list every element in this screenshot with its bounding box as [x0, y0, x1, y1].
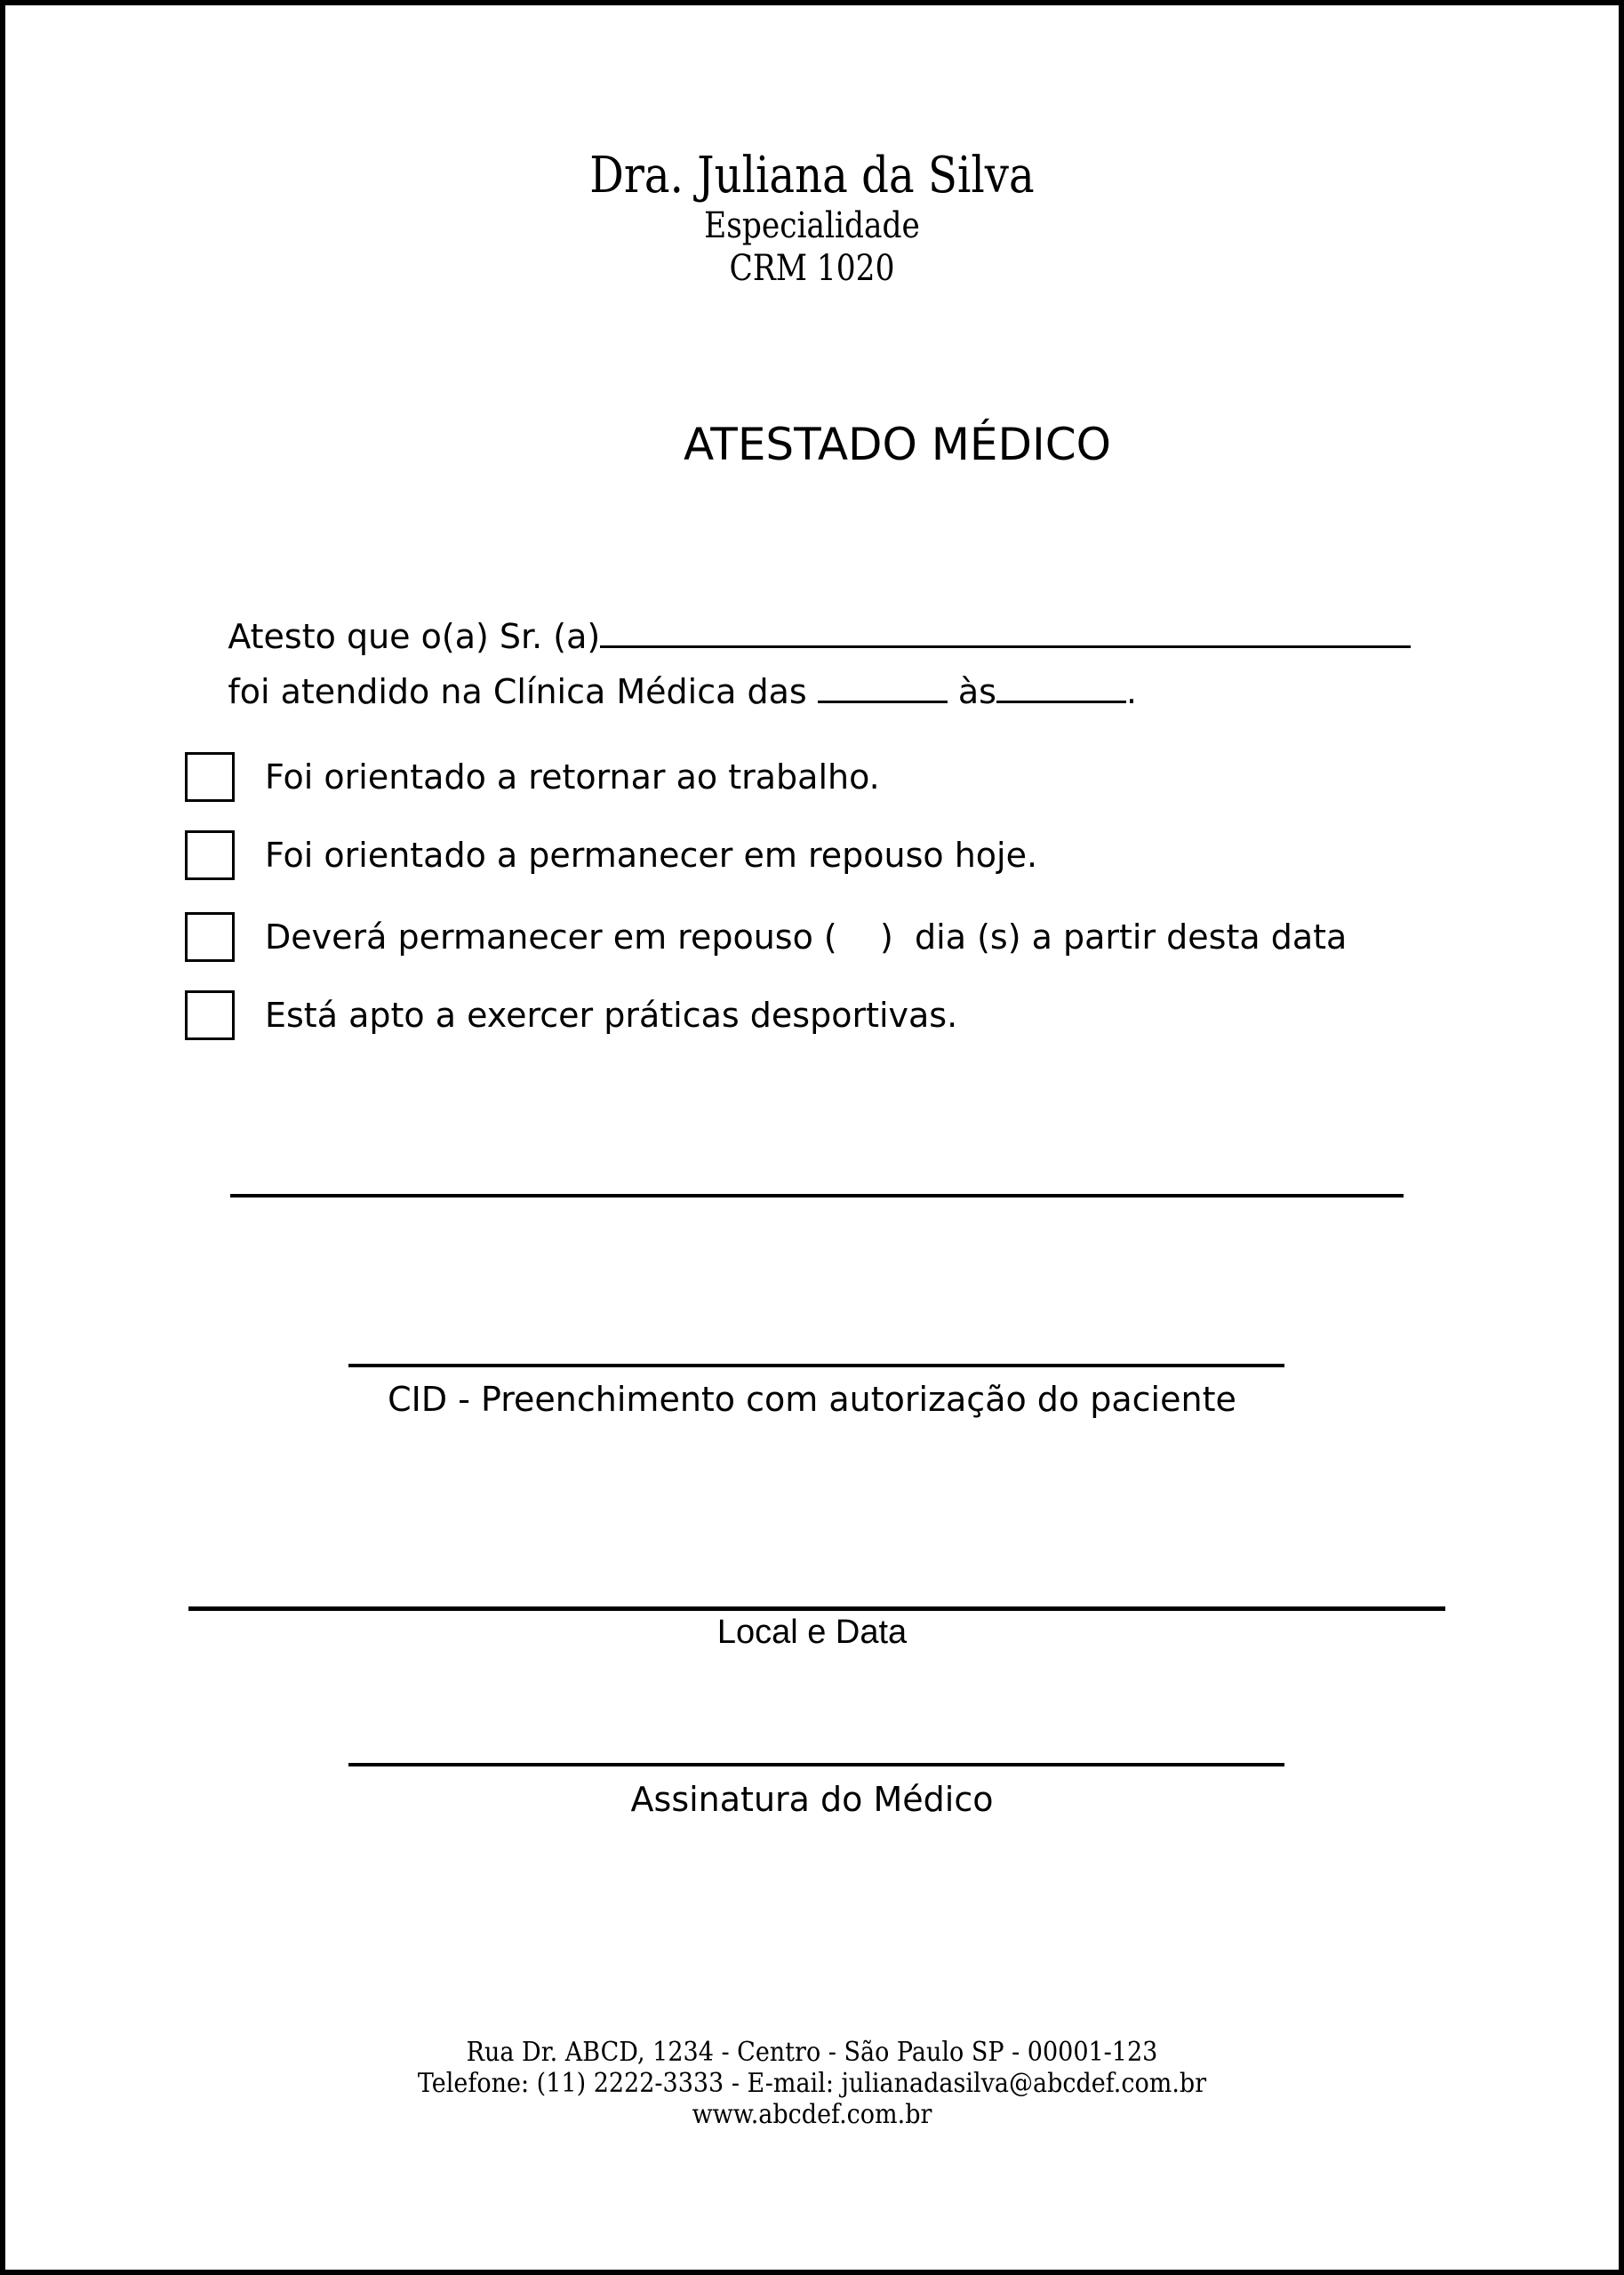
time-to-field[interactable] — [996, 700, 1126, 703]
statement-clinic-text: foi atendido na Clínica Médica das — [228, 672, 818, 711]
checkbox[interactable] — [185, 830, 235, 880]
doctor-crm: CRM 1020 — [729, 248, 895, 289]
footer-contact: Telefone: (11) 2222-3333 - E-mail: julianadasilva@abcdef.com.br — [417, 2068, 1207, 2099]
local-date-label: Local e Data — [716, 1614, 908, 1651]
statement-line-2 — [185, 628, 1137, 756]
doctor-name: Dra. Juliana da Silva — [589, 147, 1035, 204]
option-label: Foi orientado a retornar ao trabalho. — [265, 757, 880, 797]
time-from-field[interactable] — [818, 700, 948, 703]
doctor-specialty: Especialidade — [704, 205, 920, 246]
footer-address: Rua Dr. ABCD, 1234 - Centro - São Paulo SP - 00001-123 — [466, 2037, 1158, 2068]
option-label: Foi orientado a permanecer em repouso hoje. — [265, 836, 1038, 875]
checkbox[interactable] — [185, 752, 235, 802]
signature-label: Assinatura do Médico — [630, 1780, 994, 1819]
option-label: Deverá permanecer em repouso ( ) dia (s) a partir desta data — [265, 917, 1348, 957]
document-title: ATESTADO MÉDICO — [683, 419, 1112, 470]
option-fit-for-sports[interactable] — [185, 987, 957, 1044]
option-return-to-work[interactable] — [185, 749, 880, 805]
statement-as-text: às — [947, 672, 996, 711]
statement-period: . — [1125, 672, 1138, 711]
option-rest-days[interactable] — [185, 909, 1347, 965]
signature-line[interactable] — [348, 1763, 1284, 1766]
option-rest-today[interactable] — [185, 827, 1037, 884]
cid-label: CID - Preenchimento com autorização do paciente — [388, 1380, 1236, 1419]
checkbox[interactable] — [185, 990, 235, 1040]
option-label: Está apto a exercer práticas desportivas. — [265, 996, 958, 1035]
footer-website[interactable]: www.abcdef.com.br — [692, 2099, 932, 2130]
checkbox[interactable] — [185, 912, 235, 962]
statement-prefix: Atesto que o(a) Sr. (a) — [228, 617, 601, 656]
free-text-line[interactable] — [230, 1194, 1404, 1198]
cid-field-line[interactable] — [348, 1364, 1284, 1367]
